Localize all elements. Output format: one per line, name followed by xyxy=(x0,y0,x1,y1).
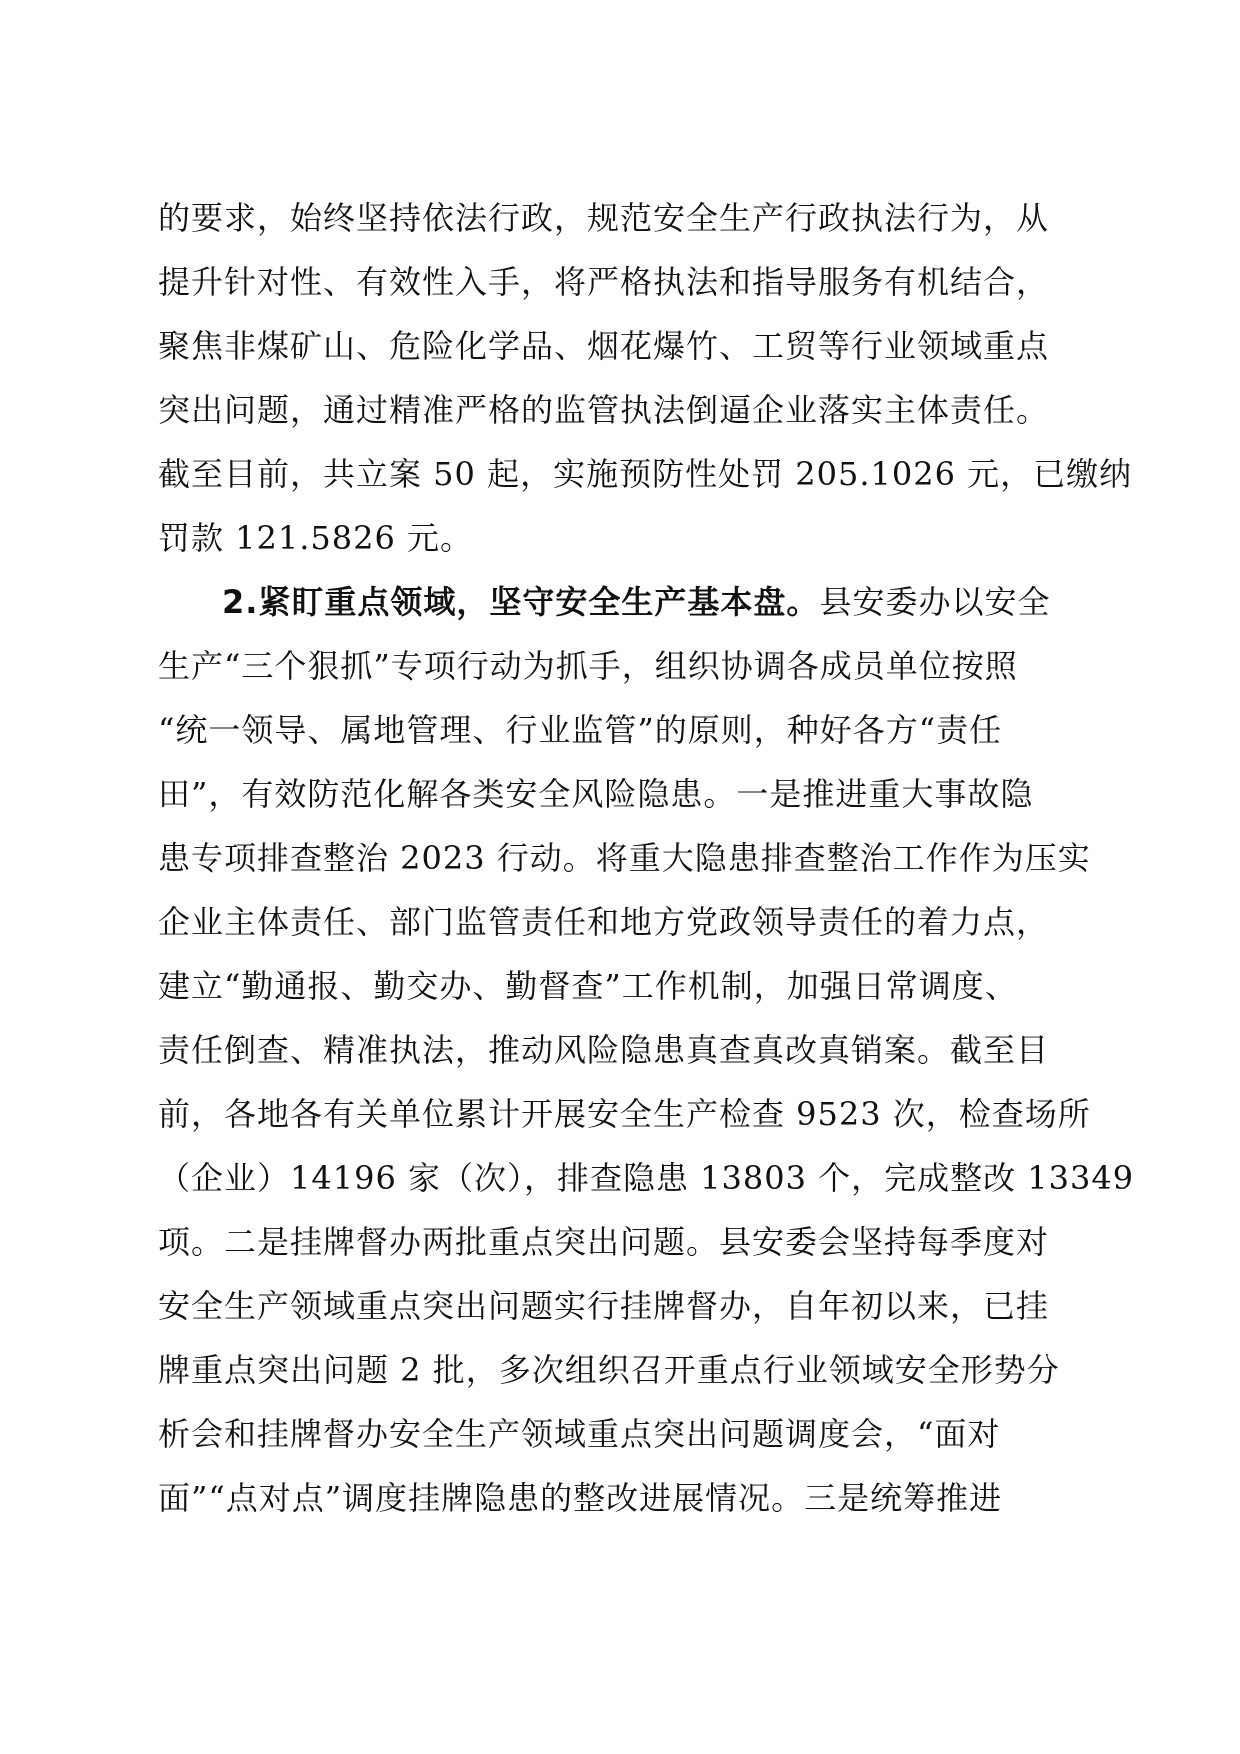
paragraph-line: 提升针对性、有效性入手，将严格执法和指导服务有机结合， xyxy=(158,263,1050,301)
paragraph-line: 罚款 121.5826 元。 xyxy=(158,519,474,557)
paragraph-line: 截至目前，共立案 50 起，实施预防性处罚 205.1026 元，已缴纳 xyxy=(158,455,1133,493)
paragraph-line: 生产“三个狠抓”专项行动为抓手，组织协调各成员单位按照 xyxy=(158,647,1018,685)
body-text xyxy=(158,186,1135,1530)
paragraph-line: 患专项排查整治 2023 行动。将重大隐患排查整治工作作为压实 xyxy=(158,839,1091,877)
paragraph-line: 责任倒查、精准执法，推动风险隐患真查真改真销案。截至目 xyxy=(158,1031,1050,1069)
paragraph-line: 前，各地各有关单位累计开展安全生产检查 9523 次，检查场所 xyxy=(158,1095,1091,1133)
paragraph-line: 的要求，始终坚持依法行政，规范安全生产行政执法行为，从 xyxy=(158,199,1050,237)
paragraph-line: 安全生产领域重点突出问题实行挂牌督办，自年初以来，已挂 xyxy=(158,1287,1050,1325)
paragraph-1 xyxy=(158,186,1133,570)
paragraph-2 xyxy=(158,570,1135,1530)
paragraph-line: 企业主体责任、部门监管责任和地方党政领导责任的着力点， xyxy=(158,903,1050,941)
paragraph-first-line xyxy=(158,570,1078,634)
paragraph-line: 聚焦非煤矿山、危险化学品、烟花爆竹、工贸等行业领域重点 xyxy=(158,327,1050,365)
paragraph-line: 建立“勤通报、勤交办、勤督查”工作机制，加强日常调度、 xyxy=(158,967,1018,1005)
paragraph-line: 析会和挂牌督办安全生产领域重点突出问题调度会，“面对 xyxy=(158,1415,1001,1453)
paragraph-line: “统一领导、属地管理、行业监管”的原则，种好各方“责任 xyxy=(158,711,1003,749)
paragraph-line: （企业）14196 家（次），排查隐患 13803 个，完成整改 13349 xyxy=(158,1159,1135,1197)
section-heading: 2.紧盯重点领域，坚守安全生产基本盘。 xyxy=(222,583,820,621)
paragraph-line-rest: 县安委办以安全 xyxy=(819,583,1051,621)
paragraph-line: 突出问题，通过精准严格的监管执法倒逼企业落实主体责任。 xyxy=(158,391,1050,429)
paragraph-line: 项。二是挂牌督办两批重点突出问题。县安委会坚持每季度对 xyxy=(158,1223,1050,1261)
paragraph-line: 牌重点突出问题 2 批，多次组织召开重点行业领域安全形势分 xyxy=(158,1351,1060,1389)
paragraph-line: 面”“点对点”调度挂牌隐患的整改进展情况。三是统筹推进 xyxy=(158,1479,1003,1517)
paragraph-line: 田”，有效防范化解各类安全风险隐患。一是推进重大事故隐 xyxy=(158,775,1034,813)
